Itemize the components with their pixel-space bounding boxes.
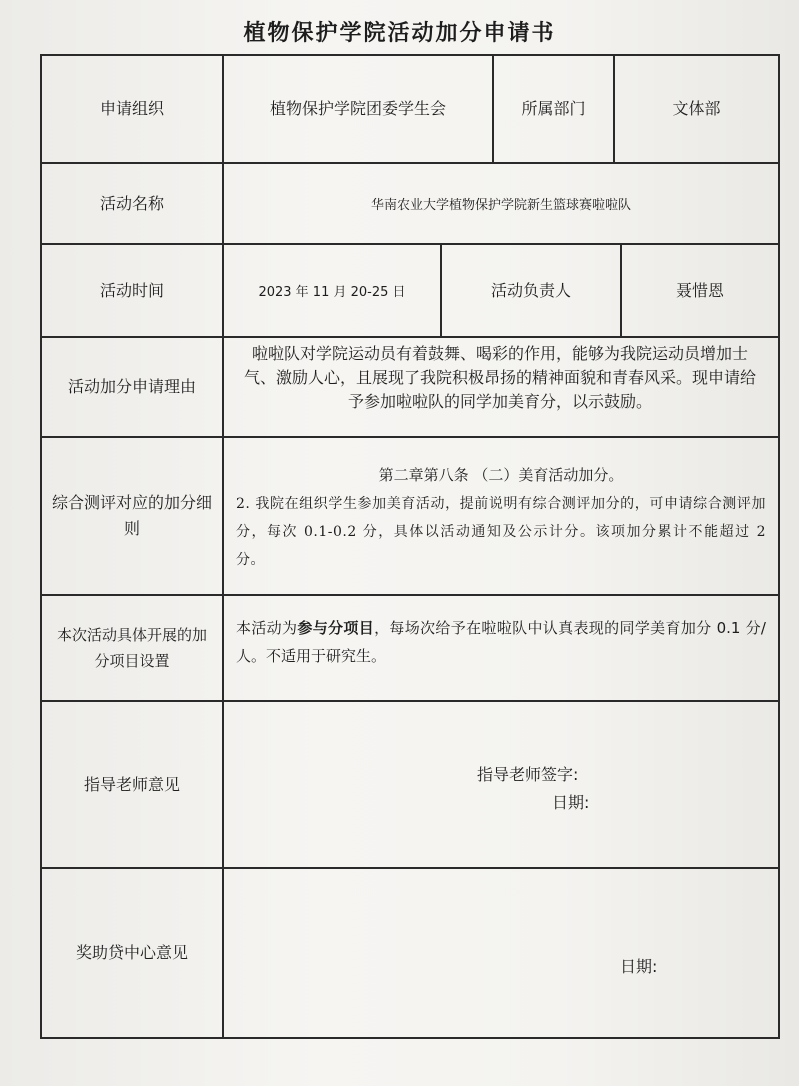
label-center-opinion: 奖助贷中心意见 — [75, 943, 188, 962]
label-teacher-opinion: 指导老师意见 — [83, 774, 180, 794]
teacher-date-label: 日期: — [552, 793, 590, 812]
value-activity-leader: 聂惜恩 — [675, 280, 724, 300]
label-department: 所属部门 — [521, 99, 586, 118]
value-application-reason: 啦啦队对学院运动员有着鼓舞、喝彩的作用，能够为我院运动员增加士气、激励人心，且展现了我院积极昂扬的精神面貌和青春风采。现申请给予参加啦啦队的同学加美育分，以示鼓励。 — [243, 344, 756, 411]
application-form-table — [40, 54, 780, 1039]
label-activity-name: 活动名称 — [99, 193, 164, 213]
setting-bold: 参与分项目 — [297, 619, 375, 637]
center-date-label: 日期: — [620, 957, 658, 976]
value-scoring-setting — [236, 614, 766, 684]
table-border-right — [778, 54, 780, 1039]
document-title: 植物保护学院活动加分申请书 — [243, 21, 556, 46]
label-application-reason: 活动加分申请理由 — [67, 377, 196, 396]
value-activity-name: 华南农业大学植物保护学院新生篮球赛啦啦队 — [370, 198, 631, 213]
label-activity-time: 活动时间 — [99, 280, 164, 300]
label-applicant-org: 申请组织 — [99, 99, 164, 118]
value-department: 文体部 — [672, 99, 721, 118]
value-activity-time: 2023 年 11 月 20-25 日 — [258, 285, 406, 300]
setting-suffix: ，每场次给予在啦啦队中认真表现的同学美育加分 0.1 分/人。不适用于研究生。 — [236, 619, 766, 665]
rule-heading: 第二章第八条 （二）美育活动加分。 — [378, 466, 624, 484]
label-scoring-rule: 综合测评对应的加分细则 — [51, 493, 212, 538]
setting-prefix: 本活动为 — [236, 619, 298, 637]
label-scoring-setting: 本次活动具体开展的加分项目设置 — [56, 626, 207, 670]
value-applicant-org: 植物保护学院团委学生会 — [269, 99, 446, 118]
rule-text: 2. 我院在组织学生参加美育活动，提前说明有综合测评加分的，可申请综合测评加分，每次 0.1-0.2 分，具体以活动通知及公示计分。该项加分累计不能超过 2 分。 — [236, 496, 766, 568]
table-border-bottom — [40, 1037, 780, 1039]
teacher-signature-label: 指导老师签字: — [477, 765, 579, 784]
label-activity-leader: 活动负责人 — [490, 280, 571, 300]
